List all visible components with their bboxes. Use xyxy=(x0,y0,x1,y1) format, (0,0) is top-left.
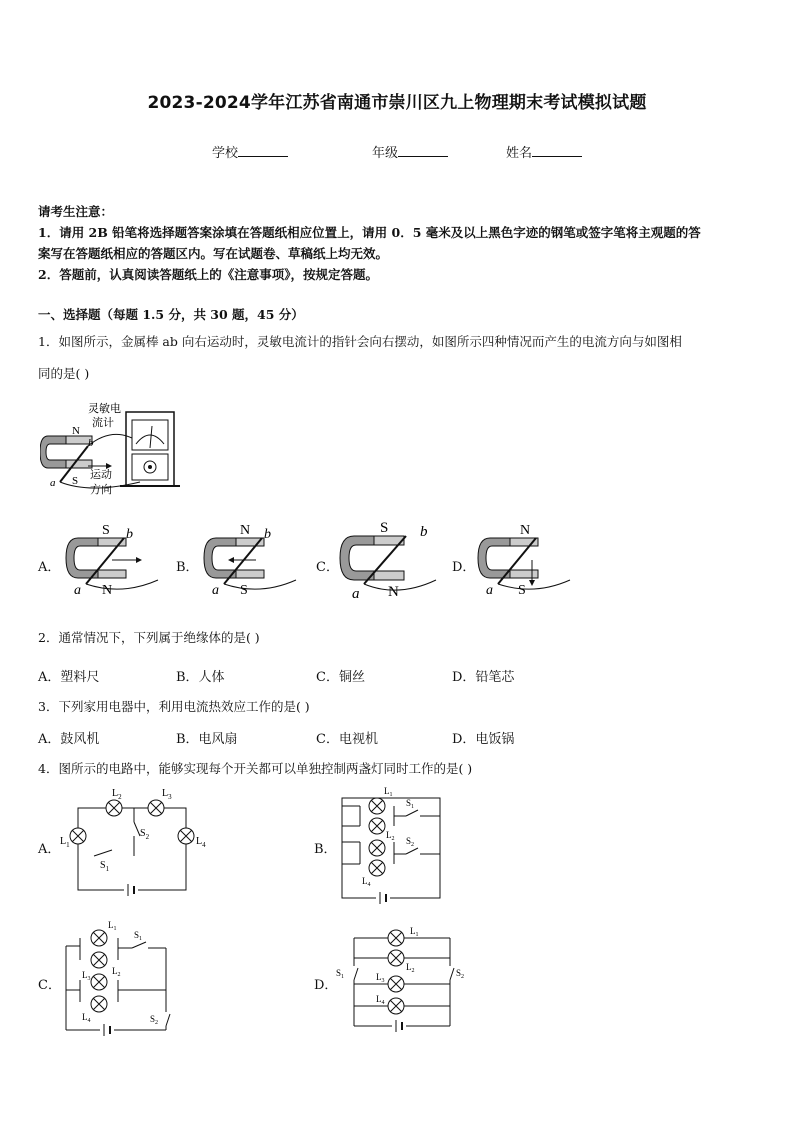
grade-label: 年级 xyxy=(372,146,399,161)
option-d-bottom-pole: S xyxy=(518,583,526,598)
q2-option-b[interactable]: B．人体 xyxy=(176,670,225,685)
notice-heading: 请考生注意： xyxy=(38,204,114,219)
q4-option-d-label[interactable]: D． xyxy=(314,978,338,993)
meter-label-line1: 灵敏电 xyxy=(88,403,121,415)
q1-option-a-figure xyxy=(62,520,162,600)
q1-stem-line2: 同的是( ) xyxy=(38,366,90,381)
q2-option-d[interactable]: D．铅笔芯 xyxy=(452,670,515,685)
q3-option-b[interactable]: B．电风扇 xyxy=(176,732,238,747)
q3-stem: 3．下列家用电器中，利用电流热效应工作的是( ) xyxy=(38,699,310,714)
option-d-top-pole: N xyxy=(520,523,531,538)
option-c-rod-b: b xyxy=(420,524,428,540)
svg-text:S1: $S_1$ xyxy=(134,930,143,942)
q4-option-b-label[interactable]: B． xyxy=(314,842,337,857)
option-b-rod-b: b xyxy=(264,527,271,542)
svg-text:L2: $L_2$ xyxy=(386,830,395,842)
option-b-rod-a: a xyxy=(212,583,219,598)
option-d-rod-a: a xyxy=(486,583,493,598)
svg-text:L3: $L_3$ xyxy=(162,788,172,801)
svg-text:L2: $L_2$ xyxy=(112,788,122,801)
notice-item1-line2: 案写在答题纸相应的答题区内。写在试题卷、草稿纸上均无效。 xyxy=(38,246,389,261)
svg-text:L3: $L_3$ xyxy=(82,970,91,982)
svg-text:L1: $L_1$ xyxy=(108,920,117,932)
option-b-bottom-pole: S xyxy=(240,583,248,598)
svg-text:S2: $S_2$ xyxy=(140,828,150,841)
q4-circuit-d xyxy=(334,922,470,1040)
grade-blank[interactable] xyxy=(398,145,448,157)
name-field xyxy=(506,142,582,161)
q4-circuit-c xyxy=(60,918,180,1042)
q1-option-b-label[interactable]: B． xyxy=(176,560,199,575)
option-a-top-pole: S xyxy=(102,523,110,538)
lamp-l4 xyxy=(178,828,194,844)
lamp-l1 xyxy=(70,828,86,844)
option-a-rod-b: b xyxy=(126,527,133,542)
section-heading: 一、选择题（每题 1.5 分，共 30 题，45 分） xyxy=(38,307,304,322)
option-a-bottom-pole: N xyxy=(102,583,113,598)
q1-stem-line1: 1．如图所示，金属棒 ab 向右运动时，灵敏电流计的指针会向右摆动，如图所示四种情况而产生的电流方向与如图相 xyxy=(38,334,682,349)
motion-label-line2: 方向 xyxy=(90,484,112,496)
svg-text:L4: $L_4$ xyxy=(82,1012,91,1024)
name-label: 姓名 xyxy=(506,146,533,161)
q1-option-d-label[interactable]: D． xyxy=(452,560,476,575)
q1-option-a-label[interactable]: A． xyxy=(38,560,61,575)
q4-stem: 4．图所示的电路中，能够实现每个开关都可以单独控制两盏灯同时工作的是( ) xyxy=(38,761,473,776)
school-blank[interactable] xyxy=(238,145,288,157)
q1-option-c-figure xyxy=(336,516,440,602)
lamp-l3 xyxy=(148,800,164,816)
school-field xyxy=(212,142,288,161)
option-c-top-pole: S xyxy=(380,520,389,536)
option-c-rod-a: a xyxy=(352,586,360,602)
svg-text:S1: $S_1$ xyxy=(100,860,110,873)
svg-text:S2: $S_2$ xyxy=(150,1014,159,1026)
q2-option-a[interactable]: A．塑料尺 xyxy=(38,670,100,685)
notice-item2: 2．答题前，认真阅读答题纸上的《注意事项》，按规定答题。 xyxy=(38,267,378,282)
svg-text:N: N xyxy=(72,425,80,437)
svg-text:b: b xyxy=(88,437,94,449)
q3-option-d[interactable]: D．电饭锅 xyxy=(452,732,515,747)
meter-label-line2: 流计 xyxy=(92,417,114,429)
svg-text:L1: $L_1$ xyxy=(384,786,393,798)
q4-option-a-label[interactable]: A． xyxy=(38,842,61,857)
page-title: 2023-2024学年江苏省南通市崇川区九上物理期末考试模拟试题 xyxy=(147,93,647,113)
svg-text:L2: $L_2$ xyxy=(406,962,415,974)
svg-text:S2: $S_2$ xyxy=(406,836,415,848)
q1-option-b-figure xyxy=(200,520,300,600)
motion-label-line1: 运动 xyxy=(90,469,112,481)
option-c-bottom-pole: N xyxy=(388,584,399,600)
svg-text:L1: $L_1$ xyxy=(60,836,70,849)
q4-circuit-b xyxy=(336,784,456,908)
svg-text:L4: $L_4$ xyxy=(196,836,206,849)
q4-circuit-a xyxy=(58,786,218,902)
svg-text:a: a xyxy=(50,477,56,489)
q1-option-c-label[interactable]: C． xyxy=(316,560,339,575)
svg-text:L1: $L_1$ xyxy=(410,926,419,938)
svg-text:S1: $S_1$ xyxy=(336,968,345,980)
q1-option-d-figure xyxy=(474,520,580,604)
q3-option-c[interactable]: C．电视机 xyxy=(316,732,378,747)
svg-text:S2: $S_2$ xyxy=(456,968,465,980)
svg-text:L4: $L_4$ xyxy=(362,876,371,888)
notice-item1-line1: 1．请用 2B 铅笔将选择题答案涂填在答题纸相应位置上，请用 0．5 毫米及以上黑色字迹的钢笔或签字笔将主观题的答 xyxy=(38,225,701,240)
q1-galvanometer-figure xyxy=(40,398,190,500)
option-b-top-pole: N xyxy=(240,523,251,538)
svg-text:S1: $S_1$ xyxy=(406,798,415,810)
q3-option-a[interactable]: A．鼓风机 xyxy=(38,732,100,747)
lamp-l2 xyxy=(106,800,122,816)
school-label: 学校 xyxy=(212,146,239,161)
name-blank[interactable] xyxy=(532,145,582,157)
q2-stem: 2．通常情况下，下列属于绝缘体的是( ) xyxy=(38,630,260,645)
q4-option-c-label[interactable]: C． xyxy=(38,978,61,993)
svg-text:L4: $L_4$ xyxy=(376,994,385,1006)
grade-field xyxy=(372,142,448,161)
option-a-rod-a: a xyxy=(74,583,81,598)
svg-text:L3: $L_3$ xyxy=(376,972,385,984)
svg-text:S: S xyxy=(72,475,79,487)
q2-option-c[interactable]: C．铜丝 xyxy=(316,670,365,685)
svg-text:L2: $L_2$ xyxy=(112,966,121,978)
galvanometer xyxy=(120,412,180,486)
